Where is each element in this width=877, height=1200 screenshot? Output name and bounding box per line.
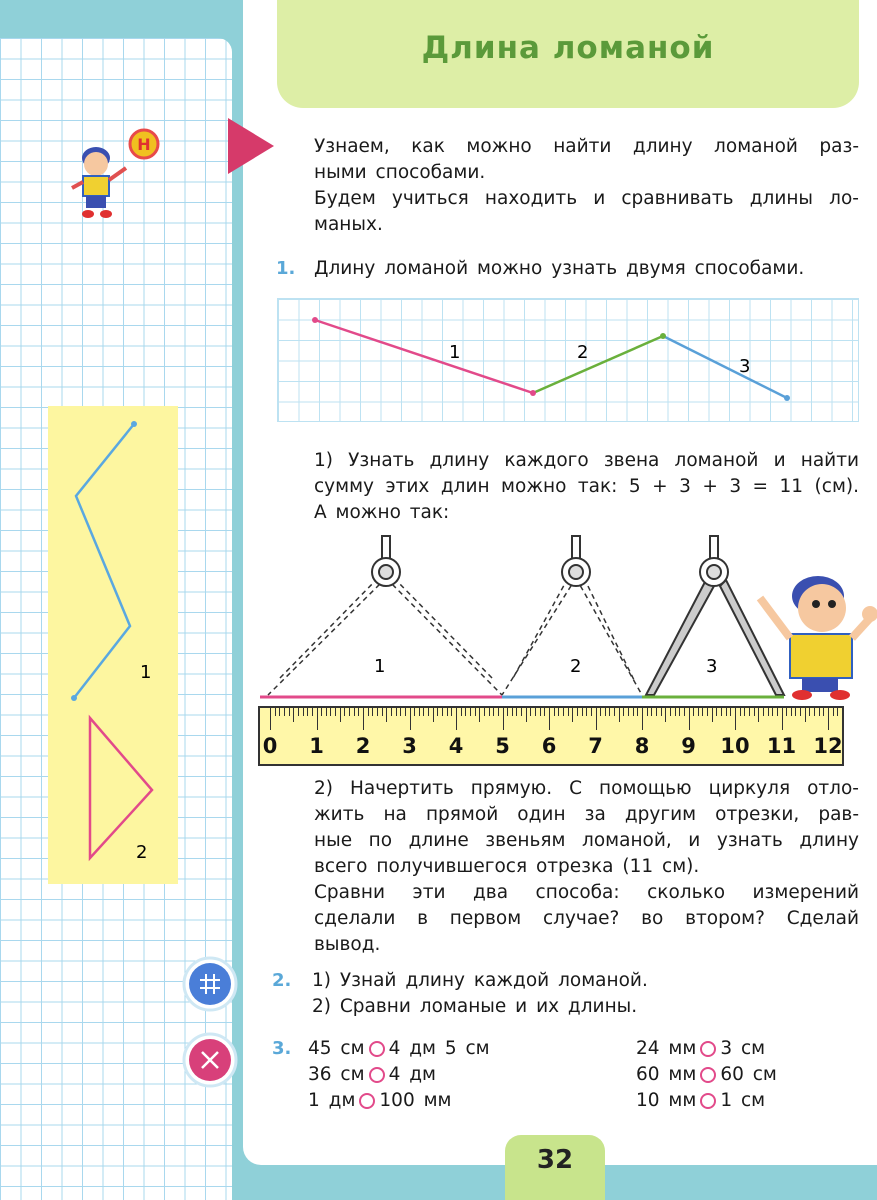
compass-label-2: 2 xyxy=(570,656,582,677)
ruler-tick xyxy=(442,708,443,716)
ruler-tick xyxy=(693,708,694,716)
ruler-tick xyxy=(405,708,406,716)
comparison-row xyxy=(636,1062,856,1088)
comparison-row xyxy=(308,1036,608,1062)
ruler-tick xyxy=(354,708,355,716)
ruler-tick xyxy=(772,708,773,716)
ruler-tick xyxy=(465,708,466,716)
ruler-label: 7 xyxy=(588,734,603,758)
ruler-tick xyxy=(698,708,699,716)
ruler-label: 8 xyxy=(634,734,650,758)
badge-letter: Н xyxy=(137,135,151,154)
ruler-tick xyxy=(298,708,299,716)
ruler-tick xyxy=(516,708,517,716)
ruler-label: 6 xyxy=(541,734,557,758)
ruler-tick xyxy=(372,708,373,716)
ruler-tick xyxy=(586,708,587,716)
comparison-right-value: 4 дм xyxy=(388,1064,436,1085)
ruler-tick xyxy=(716,708,717,716)
ruler-tick xyxy=(777,708,778,716)
task2-text: 1) Узнай длину каждой ломаной. 2) Сравни ломаные и их длины. xyxy=(312,970,648,1017)
method1-text: 1) Узнать длину каждого звена ломаной и найти сумму этих длин можно так: 5 + 3 + 3 = 11 (см). А можно так: xyxy=(314,450,859,523)
ruler-tick xyxy=(312,708,313,716)
ruler-tick xyxy=(679,708,680,716)
ruler-tick xyxy=(763,708,764,716)
ruler-tick xyxy=(819,708,820,716)
ruler-label: 11 xyxy=(766,734,797,758)
polyline-1-label: 1 xyxy=(140,662,152,683)
ruler-tick xyxy=(656,708,657,716)
ruler-tick xyxy=(470,708,471,716)
comparison-blank[interactable] xyxy=(700,1067,716,1083)
ruler-tick xyxy=(712,708,713,722)
ruler-tick xyxy=(568,708,569,716)
segment-1 xyxy=(315,320,533,393)
ruler-tick xyxy=(744,708,745,716)
ruler-tick xyxy=(572,708,573,722)
ruler-tick xyxy=(642,708,643,730)
ruler-tick xyxy=(382,708,383,716)
ruler-tick xyxy=(823,708,824,716)
compass-illustration xyxy=(250,530,877,710)
comparison-blank[interactable] xyxy=(359,1093,375,1109)
ruler-tick xyxy=(544,708,545,716)
ruler-tick xyxy=(289,708,290,716)
comparison-row xyxy=(636,1036,856,1062)
comparison-right-value: 1 см xyxy=(720,1090,766,1111)
ruler-tick xyxy=(721,708,722,716)
ruler-tick xyxy=(558,708,559,716)
comparison-right-value: 3 см xyxy=(720,1038,766,1059)
task3-number: 3. xyxy=(272,1038,292,1059)
ruler-tick xyxy=(479,708,480,722)
ruler-tick xyxy=(414,708,415,716)
broken-line-figure xyxy=(277,298,859,422)
comparison-blank[interactable] xyxy=(700,1041,716,1057)
ruler-tick xyxy=(675,708,676,716)
ruler-tick xyxy=(270,708,271,730)
ruler-tick xyxy=(791,708,792,716)
ruler-label: 12 xyxy=(813,734,843,758)
ruler-tick xyxy=(368,708,369,716)
ruler-tick xyxy=(493,708,494,716)
ruler-tick xyxy=(600,708,601,716)
ruler-label: 10 xyxy=(720,734,750,758)
ruler-tick xyxy=(307,708,308,716)
compass-label-1: 1 xyxy=(374,656,386,677)
ruler-tick xyxy=(423,708,424,716)
ruler-label: 1 xyxy=(309,734,324,758)
ruler-tick xyxy=(591,708,592,716)
sidebar-polylines xyxy=(48,406,178,884)
ruler-tick xyxy=(512,708,513,716)
comparison-row xyxy=(636,1088,856,1114)
ruler-tick xyxy=(689,708,690,730)
ruler-tick xyxy=(707,708,708,716)
pointer-arrow-icon xyxy=(228,118,276,174)
ruler-tick xyxy=(475,708,476,716)
ruler-tick xyxy=(814,708,815,716)
ruler-tick xyxy=(628,708,629,716)
ruler-label: 9 xyxy=(681,734,696,758)
ruler-tick xyxy=(321,708,322,716)
ruler-tick xyxy=(275,708,276,716)
ruler-tick xyxy=(451,708,452,716)
ruler-tick xyxy=(386,708,387,722)
polyline-2-label: 2 xyxy=(136,842,148,863)
ruler-tick xyxy=(419,708,420,716)
ruler-tick xyxy=(484,708,485,716)
comparison-left-value: 1 дм xyxy=(308,1090,356,1111)
ruler-tick xyxy=(782,708,783,730)
comparison-blank[interactable] xyxy=(700,1093,716,1109)
ruler-tick xyxy=(284,708,285,716)
ruler-tick xyxy=(535,708,536,716)
ruler-label: 3 xyxy=(402,734,417,758)
task1-text: Длину ломаной можно узнать двумя способами. xyxy=(314,258,805,279)
page-number: 32 xyxy=(536,1145,574,1175)
ruler-tick xyxy=(596,708,597,730)
ruler-tick xyxy=(358,708,359,716)
ruler-tick xyxy=(647,708,648,716)
ruler-tick xyxy=(400,708,401,716)
ruler-tick xyxy=(609,708,610,716)
ruler-label: 0 xyxy=(262,734,278,758)
ruler-tick xyxy=(456,708,457,730)
boy-mascot-icon xyxy=(68,128,168,228)
grid-icon xyxy=(182,956,240,1014)
ruler-tick xyxy=(554,708,555,716)
ruler-tick xyxy=(326,708,327,716)
page-title: Длина ломаной xyxy=(421,30,715,66)
ruler-tick xyxy=(503,708,504,730)
ruler-tick xyxy=(582,708,583,716)
ruler-tick xyxy=(670,708,671,716)
ruler-tick xyxy=(391,708,392,716)
ruler-tick xyxy=(786,708,787,716)
ruler-tick xyxy=(521,708,522,716)
segment-3 xyxy=(663,336,787,398)
ruler-tick xyxy=(735,708,736,730)
ruler-tick xyxy=(507,708,508,716)
ruler-tick xyxy=(614,708,615,716)
ruler-tick xyxy=(828,708,829,730)
comparison-blank[interactable] xyxy=(369,1067,385,1083)
comparison-left-value: 10 мм xyxy=(636,1090,697,1111)
segment-2 xyxy=(533,336,663,393)
comparison-row xyxy=(308,1088,608,1114)
ruler-label: 4 xyxy=(448,734,464,758)
ruler-tick xyxy=(619,708,620,722)
ruler-tick xyxy=(805,708,806,722)
ruler-tick xyxy=(410,708,411,730)
ruler-tick xyxy=(396,708,397,716)
ruler-tick xyxy=(330,708,331,716)
ruler-tick xyxy=(530,708,531,716)
ruler-tick xyxy=(754,708,755,716)
ruler xyxy=(258,706,844,766)
comparison-row xyxy=(308,1062,608,1088)
ruler-tick xyxy=(837,708,838,716)
comparison-right-value: 60 см xyxy=(720,1064,777,1085)
ruler-tick xyxy=(833,708,834,716)
segment-1-label: 1 xyxy=(449,342,461,363)
ruler-tick xyxy=(623,708,624,716)
ruler-tick xyxy=(489,708,490,716)
ruler-tick xyxy=(437,708,438,716)
ruler-tick xyxy=(758,708,759,722)
ruler-tick xyxy=(317,708,318,730)
comparison-left-value: 60 мм xyxy=(636,1064,697,1085)
task1-number: 1. xyxy=(276,258,296,279)
ruler-tick xyxy=(461,708,462,716)
ruler-tick xyxy=(549,708,550,730)
comparison-left-value: 36 см xyxy=(308,1064,365,1085)
ruler-tick xyxy=(303,708,304,716)
task2-number: 2. xyxy=(272,970,292,991)
compass-label-3: 3 xyxy=(706,656,718,677)
comparison-blank[interactable] xyxy=(369,1041,385,1057)
ruler-tick xyxy=(726,708,727,716)
ruler-tick xyxy=(800,708,801,716)
segment-3-label: 3 xyxy=(739,356,751,377)
compare-icon xyxy=(182,1032,240,1090)
ruler-tick xyxy=(447,708,448,716)
ruler-tick xyxy=(740,708,741,716)
ruler-tick xyxy=(809,708,810,716)
ruler-tick xyxy=(433,708,434,722)
ruler-tick xyxy=(665,708,666,722)
task3-left-column xyxy=(308,1036,608,1114)
comparison-left-value: 45 см xyxy=(308,1038,365,1059)
ruler-tick xyxy=(651,708,652,716)
ruler-tick xyxy=(563,708,564,716)
ruler-tick xyxy=(684,708,685,716)
ruler-tick xyxy=(526,708,527,722)
ruler-tick xyxy=(749,708,750,716)
ruler-tick xyxy=(335,708,336,716)
comparison-right-value: 100 мм xyxy=(379,1090,452,1111)
ruler-tick xyxy=(577,708,578,716)
ruler-label: 5 xyxy=(495,734,510,758)
task3-right-column xyxy=(636,1036,856,1114)
ruler-tick xyxy=(730,708,731,716)
ruler-tick xyxy=(279,708,280,716)
comparison-right-value: 4 дм 5 см xyxy=(388,1038,490,1059)
ruler-tick xyxy=(293,708,294,722)
ruler-tick xyxy=(605,708,606,716)
ruler-tick xyxy=(428,708,429,716)
ruler-tick xyxy=(702,708,703,716)
ruler-tick xyxy=(498,708,499,716)
ruler-tick xyxy=(377,708,378,716)
comparison-left-value: 24 мм xyxy=(636,1038,697,1059)
ruler-tick xyxy=(344,708,345,716)
ruler-tick xyxy=(795,708,796,716)
ruler-tick xyxy=(633,708,634,716)
ruler-tick xyxy=(363,708,364,730)
segment-2-label: 2 xyxy=(577,342,589,363)
intro-text: Узнаем, как можно найти длину ломаной раз- ными способами. Будем учиться находить и сравнивать длины ло- маных. xyxy=(314,136,859,235)
method2-text: 2) Начертить прямую. С помощью циркуля отло- жить на прямой один за другим отрезки, рав- ные по длине звеньям ломаной, и узнать длину всего получившегося отрезка (11 см). Сравни эти два способа: сколько измерений сделали в первом случае? во втором? Сделай вывод. xyxy=(314,778,859,955)
ruler-tick xyxy=(340,708,341,722)
ruler-tick xyxy=(768,708,769,716)
ruler-tick xyxy=(540,708,541,716)
ruler-label: 2 xyxy=(355,734,371,758)
ruler-tick xyxy=(349,708,350,716)
ruler-tick xyxy=(661,708,662,716)
ruler-tick xyxy=(637,708,638,716)
